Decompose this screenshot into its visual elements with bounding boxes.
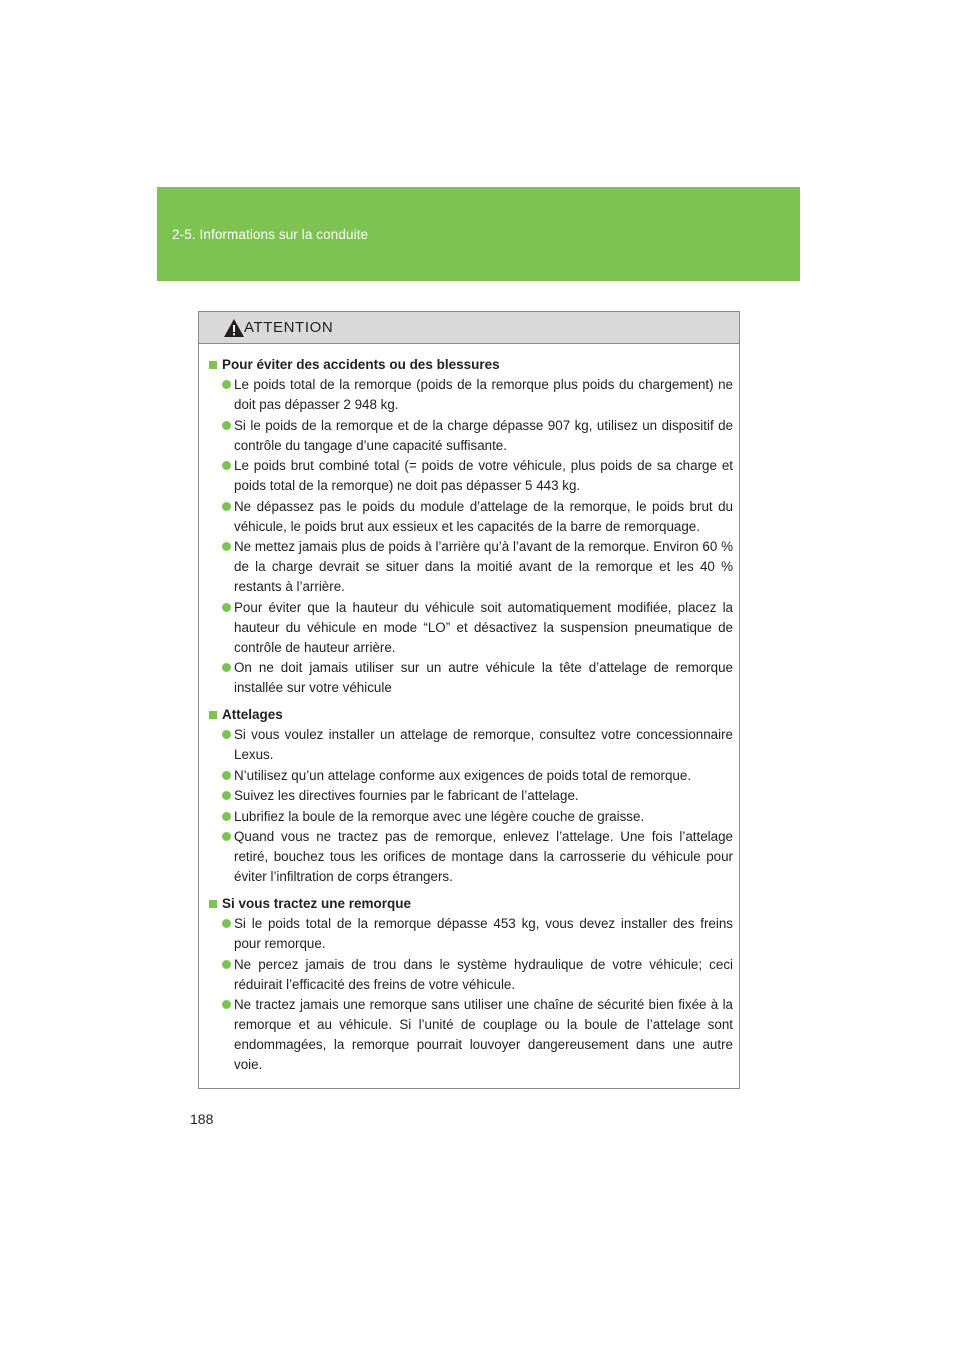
list-item: Si le poids de la remorque et de la charge dépasse 907 kg, utilisez un dispositif de contrôle du tangage d’une capacité suffisante.: [209, 416, 733, 456]
bullet-dot-icon: [222, 542, 231, 551]
bullet-dot-icon: [222, 461, 231, 470]
bullet-list: [209, 375, 733, 698]
bullet-dot-icon: [222, 960, 231, 969]
list-item: N’utilisez qu’un attelage conforme aux exigences de poids total de remorque.: [209, 766, 733, 786]
list-item: Le poids total de la remorque (poids de la remorque plus poids du chargement) ne doit pas dépasser 2 948 kg.: [209, 375, 733, 415]
list-item: Ne dépassez pas le poids du module d’attelage de la remorque, le poids brut du véhicule, le poids brut aux essieux et les capacités de la barre de remorquage.: [209, 497, 733, 537]
section-heading: Si vous tractez une remorque: [209, 894, 733, 914]
bullet-list: [209, 725, 733, 887]
warning-header: [199, 312, 739, 344]
list-item: Ne tractez jamais une remorque sans utiliser une chaîne de sécurité bien fixée à la remorque et au véhicule. Si l’unité de couplage ou la boule de l’attelage sont endommagées, la remorque pourrait louvoyer dangereusement dans une autre voie.: [209, 995, 733, 1075]
list-item: Ne mettez jamais plus de poids à l’arrière qu’à l’avant de la remorque. Environ 60 % de la charge devrait se situer dans la moitié avant de la remorque et les 40 % restants à l’arrière.: [209, 537, 733, 597]
square-bullet-icon: [209, 900, 217, 908]
bullet-dot-icon: [222, 421, 231, 430]
page-number: 188: [190, 1111, 214, 1127]
list-item: Quand vous ne tractez pas de remorque, enlevez l’attelage. Une fois l’attelage retiré, bouchez tous les orifices de montage dans la carrosserie du véhicule pour éviter l’infiltration de corps étrangers.: [209, 827, 733, 887]
list-item: Pour éviter que la hauteur du véhicule soit automatiquement modifiée, placez la hauteur du véhicule en mode “LO” et désactivez la suspension pneumatique de contrôle de hauteur arrière.: [209, 598, 733, 658]
section-accidents: [209, 355, 733, 698]
list-item: Lubrifiez la boule de la remorque avec une légère couche de graisse.: [209, 807, 733, 827]
list-item: Si vous voulez installer un attelage de remorque, consultez votre concessionnaire Lexus.: [209, 725, 733, 765]
bullet-dot-icon: [222, 1000, 231, 1009]
bullet-dot-icon: [222, 791, 231, 800]
bullet-dot-icon: [222, 730, 231, 739]
section-attelages: [209, 705, 733, 887]
warning-box: [198, 311, 740, 1089]
bullet-dot-icon: [222, 380, 231, 389]
square-bullet-icon: [209, 361, 217, 369]
section-tractez: [209, 894, 733, 1075]
warning-title: ATTENTION: [244, 319, 334, 336]
bullet-dot-icon: [222, 663, 231, 672]
header-band: [157, 187, 800, 281]
bullet-dot-icon: [222, 603, 231, 612]
bullet-list: [209, 914, 733, 1075]
section-title: 2-5. Informations sur la conduite: [172, 227, 369, 242]
square-bullet-icon: [209, 711, 217, 719]
bullet-dot-icon: [222, 502, 231, 511]
section-heading: Pour éviter des accidents ou des blessures: [209, 355, 733, 375]
bullet-dot-icon: [222, 812, 231, 821]
warning-triangle-icon: [223, 318, 245, 338]
bullet-dot-icon: [222, 771, 231, 780]
list-item: Si le poids total de la remorque dépasse 453 kg, vous devez installer des freins pour remorque.: [209, 914, 733, 954]
bullet-dot-icon: [222, 919, 231, 928]
list-item: On ne doit jamais utiliser sur un autre véhicule la tête d’attelage de remorque installée sur votre véhicule: [209, 658, 733, 698]
warning-body: [199, 344, 739, 1075]
bullet-dot-icon: [222, 832, 231, 841]
list-item: Ne percez jamais de trou dans le système hydraulique de votre véhicule; ceci réduirait l’efficacité des freins de votre véhicule.: [209, 955, 733, 995]
list-item: Le poids brut combiné total (= poids de votre véhicule, plus poids de sa charge et poids total de la remorque) ne doit pas dépasser 5 443 kg.: [209, 456, 733, 496]
section-heading: Attelages: [209, 705, 733, 725]
list-item: Suivez les directives fournies par le fabricant de l’attelage.: [209, 786, 733, 806]
